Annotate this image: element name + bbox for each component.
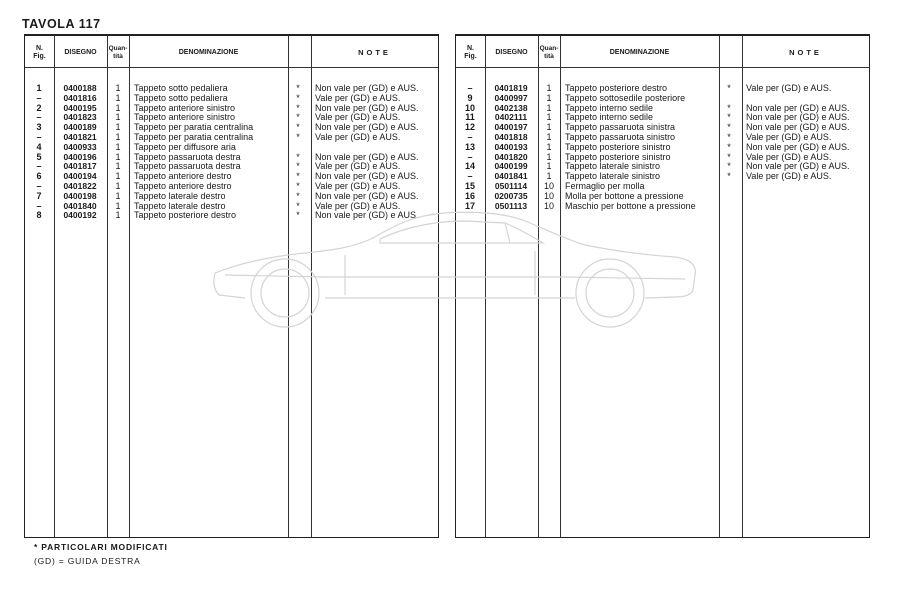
cell-marker: * <box>296 112 300 123</box>
cell-denominazione: Tappeto laterale destro <box>134 190 226 201</box>
cell-disegno: 0402138 <box>494 102 528 113</box>
cell-marker: * <box>296 171 300 182</box>
cell-note: Vale per (GD) e AUS. <box>746 83 832 93</box>
cell-note: Non vale per (GD) e AUS. <box>746 161 850 172</box>
cell-fig: 17 <box>464 200 475 211</box>
cell-note: Vale per (GD) e AUS. <box>315 92 401 103</box>
cell-marker: * <box>296 102 300 113</box>
cell-disegno: 0401819 <box>494 83 528 93</box>
cell-denominazione: Tappeto anteriore sinistro <box>134 112 236 123</box>
cell-denominazione: Tappeto anteriore destro <box>134 180 232 191</box>
cell-note: Vale per (GD) e AUS. <box>746 171 832 182</box>
cell-fig: – <box>36 161 42 172</box>
cell-fig: 5 <box>36 151 42 162</box>
cell-quantita: 1 <box>115 122 121 133</box>
cell-quantita: 1 <box>115 102 121 113</box>
cell-quantita: 1 <box>115 92 121 103</box>
cell-note: Vale per (GD) e AUS. <box>315 180 401 191</box>
cell-denominazione: Tappeto posteriore sinistro <box>565 141 671 152</box>
table-body <box>25 84 438 221</box>
cell-marker: * <box>296 122 300 133</box>
cell-denominazione: Tappeto interno sedile <box>565 112 654 123</box>
cell-denominazione: Maschio per bottone a pressione <box>565 200 696 211</box>
table-row <box>456 202 869 212</box>
cell-note: Vale per (GD) e AUS. <box>315 131 401 142</box>
header-quantita: Quan- tità <box>108 45 128 60</box>
cell-marker: * <box>296 83 300 93</box>
cell-fig: 14 <box>464 161 475 172</box>
parts-table-left <box>24 34 439 538</box>
header-note: NOTE <box>789 48 822 57</box>
cell-disegno: 0400197 <box>494 122 528 133</box>
cell-quantita: 1 <box>546 83 552 93</box>
cell-fig: 15 <box>464 180 475 191</box>
cell-quantita: 1 <box>546 112 552 123</box>
cell-disegno: 0200735 <box>494 190 528 201</box>
cell-disegno: 0501113 <box>494 200 528 211</box>
cell-fig: 7 <box>36 190 42 201</box>
cell-denominazione: Tappeto passaruota destra <box>134 151 241 162</box>
cell-marker: * <box>727 131 731 142</box>
cell-denominazione: Tappeto passaruota sinistro <box>565 131 676 142</box>
cell-quantita: 1 <box>115 161 121 172</box>
cell-disegno: 0400194 <box>63 171 97 182</box>
cell-quantita: 1 <box>546 141 552 152</box>
cell-fig: 11 <box>465 112 475 123</box>
cell-fig: – <box>467 83 473 93</box>
cell-disegno: 0401841 <box>494 171 528 182</box>
cell-quantita: 1 <box>115 141 121 152</box>
cell-disegno: 0400196 <box>63 151 97 162</box>
cell-marker: * <box>727 141 731 152</box>
parts-table-right <box>455 34 870 538</box>
cell-fig: 2 <box>36 102 42 113</box>
cell-fig: 9 <box>467 92 473 103</box>
cell-fig: 10 <box>464 102 475 113</box>
header-rule <box>25 67 438 68</box>
cell-denominazione: Tappeto sottosedile posteriore <box>565 92 686 103</box>
cell-disegno: 0401818 <box>494 131 528 142</box>
cell-disegno: 0400189 <box>63 122 97 133</box>
cell-fig: 12 <box>464 122 475 133</box>
cell-note: Vale per (GD) e AUS. <box>315 161 401 172</box>
header-denominazione: DENOMINAZIONE <box>178 49 239 56</box>
cell-quantita: 1 <box>115 151 121 162</box>
cell-fig: 6 <box>36 171 42 182</box>
cell-disegno: 0402111 <box>494 112 528 123</box>
cell-quantita: 1 <box>546 131 552 142</box>
cell-denominazione: Tappeto passaruota sinistra <box>565 122 676 133</box>
cell-marker: * <box>727 102 731 113</box>
cell-fig: 3 <box>36 122 42 133</box>
cell-disegno: 0401840 <box>63 200 97 211</box>
cell-fig: 13 <box>464 141 475 152</box>
cell-quantita: 1 <box>546 92 552 103</box>
cell-fig: – <box>467 171 473 182</box>
cell-disegno: 0400192 <box>63 210 97 221</box>
cell-fig: 1 <box>36 83 42 93</box>
cell-denominazione: Tappeto posteriore destro <box>134 210 237 221</box>
cell-quantita: 1 <box>546 102 552 113</box>
cell-marker: * <box>296 151 300 162</box>
cell-note: Non vale per (GD) e AUS. <box>315 151 419 162</box>
cell-denominazione: Tappeto laterale sinistro <box>565 171 661 182</box>
cell-note: Non vale per (GD) e AUS. <box>746 112 850 123</box>
cell-note: Non vale per (GD) e AUS. <box>746 102 850 113</box>
cell-denominazione: Tappeto passaruota destra <box>134 161 241 172</box>
cell-fig: – <box>36 112 42 123</box>
cell-disegno: 0401816 <box>63 92 97 103</box>
cell-marker: * <box>296 131 300 142</box>
cell-quantita: 1 <box>115 210 121 221</box>
cell-denominazione: Molla per bottone a pressione <box>565 190 684 201</box>
cell-quantita: 1 <box>115 171 121 182</box>
cell-note: Vale per (GD) e AUS. <box>315 200 401 211</box>
cell-disegno: 0401822 <box>63 180 97 191</box>
cell-quantita: 1 <box>115 83 121 93</box>
cell-marker: * <box>727 161 731 172</box>
cell-note: Vale per (GD) e AUS. <box>746 131 832 142</box>
header-rule <box>456 67 869 68</box>
cell-quantita: 1 <box>115 200 121 211</box>
cell-note: Non vale per (GD) e AUS. <box>315 122 419 133</box>
cell-disegno: 0401817 <box>63 161 97 172</box>
cell-denominazione: Tappeto posteriore destro <box>565 83 668 93</box>
cell-note: Non vale per (GD) e AUS. <box>315 83 419 93</box>
cell-marker: * <box>727 122 731 133</box>
cell-note: Non vale per (GD) e AUS. <box>315 210 419 221</box>
cell-marker: * <box>296 200 300 211</box>
cell-disegno: 0400199 <box>494 161 528 172</box>
header-disegno: DISEGNO <box>64 49 97 56</box>
cell-denominazione: Tappeto anteriore sinistro <box>134 102 236 113</box>
cell-disegno: 0400997 <box>494 92 528 103</box>
header-fig: N. Fig. <box>464 45 477 60</box>
footnote-right-hand-drive: (GD) = GUIDA DESTRA <box>34 556 141 566</box>
cell-denominazione: Tappeto laterale sinistro <box>565 161 661 172</box>
cell-denominazione: Tappeto sotto pedaliera <box>134 92 228 103</box>
cell-disegno: 0400933 <box>63 141 97 152</box>
cell-quantita: 10 <box>543 190 554 201</box>
cell-fig: – <box>36 131 42 142</box>
cell-fig: – <box>36 92 42 103</box>
table-row <box>25 211 438 221</box>
cell-quantita: 1 <box>115 131 121 142</box>
footnote-modified-parts: * PARTICOLARI MODIFICATI <box>34 542 168 552</box>
cell-quantita: 1 <box>115 112 121 123</box>
cell-quantita: 1 <box>546 161 552 172</box>
page-title: TAVOLA 117 <box>22 17 101 31</box>
table-body <box>456 84 869 211</box>
cell-denominazione: Tappeto interno sedile <box>565 102 654 113</box>
cell-fig: 4 <box>36 141 42 152</box>
cell-disegno: 0401820 <box>494 151 528 162</box>
cell-quantita: 1 <box>546 171 552 182</box>
cell-marker: * <box>727 151 731 162</box>
cell-fig: 8 <box>36 210 42 221</box>
cell-note: Vale per (GD) e AUS. <box>315 112 401 123</box>
cell-disegno: 0400198 <box>63 190 97 201</box>
cell-quantita: 1 <box>115 180 121 191</box>
cell-note: Non vale per (GD) e AUS. <box>746 141 850 152</box>
cell-disegno: 0400188 <box>63 83 97 93</box>
cell-denominazione: Tappeto posteriore sinistro <box>565 151 671 162</box>
cell-note: Non vale per (GD) e AUS. <box>315 171 419 182</box>
cell-note: Non vale per (GD) e AUS. <box>746 122 850 133</box>
cell-note: Non vale per (GD) e AUS. <box>315 102 419 113</box>
cell-denominazione: Tappeto per diffusore aria <box>134 141 236 152</box>
cell-fig: – <box>36 200 42 211</box>
cell-marker: * <box>296 180 300 191</box>
cell-denominazione: Tappeto sotto pedaliera <box>134 83 228 93</box>
cell-quantita: 10 <box>543 180 554 191</box>
cell-marker: * <box>296 190 300 201</box>
cell-marker: * <box>727 83 731 93</box>
cell-marker: * <box>296 210 300 221</box>
cell-marker: * <box>727 112 731 123</box>
cell-denominazione: Tappeto per paratia centralina <box>134 131 254 142</box>
cell-disegno: 0501114 <box>494 180 528 191</box>
cell-marker: * <box>296 92 300 103</box>
cell-quantita: 1 <box>546 151 552 162</box>
cell-marker: * <box>296 161 300 172</box>
cell-quantita: 1 <box>546 122 552 133</box>
header-denominazione: DENOMINAZIONE <box>609 49 670 56</box>
cell-note: Vale per (GD) e AUS. <box>746 151 832 162</box>
cell-disegno: 0401823 <box>63 112 97 123</box>
cell-quantita: 10 <box>543 200 554 211</box>
cell-disegno: 0401821 <box>63 131 97 142</box>
cell-denominazione: Fermaglio per molla <box>565 180 645 191</box>
cell-fig: 16 <box>464 190 475 201</box>
header-note: NOTE <box>358 48 391 57</box>
cell-disegno: 0400193 <box>494 141 528 152</box>
cell-marker: * <box>727 171 731 182</box>
cell-denominazione: Tappeto laterale destro <box>134 200 226 211</box>
cell-denominazione: Tappeto anteriore destro <box>134 171 232 182</box>
cell-note: Non vale per (GD) e AUS. <box>315 190 419 201</box>
header-disegno: DISEGNO <box>495 49 528 56</box>
cell-fig: – <box>467 131 473 142</box>
header-quantita: Quan- tità <box>539 45 559 60</box>
cell-disegno: 0400195 <box>63 102 97 113</box>
cell-fig: – <box>467 151 473 162</box>
cell-denominazione: Tappeto per paratia centralina <box>134 122 254 133</box>
cell-quantita: 1 <box>115 190 121 201</box>
cell-fig: – <box>36 180 42 191</box>
header-fig: N. Fig. <box>33 45 46 60</box>
